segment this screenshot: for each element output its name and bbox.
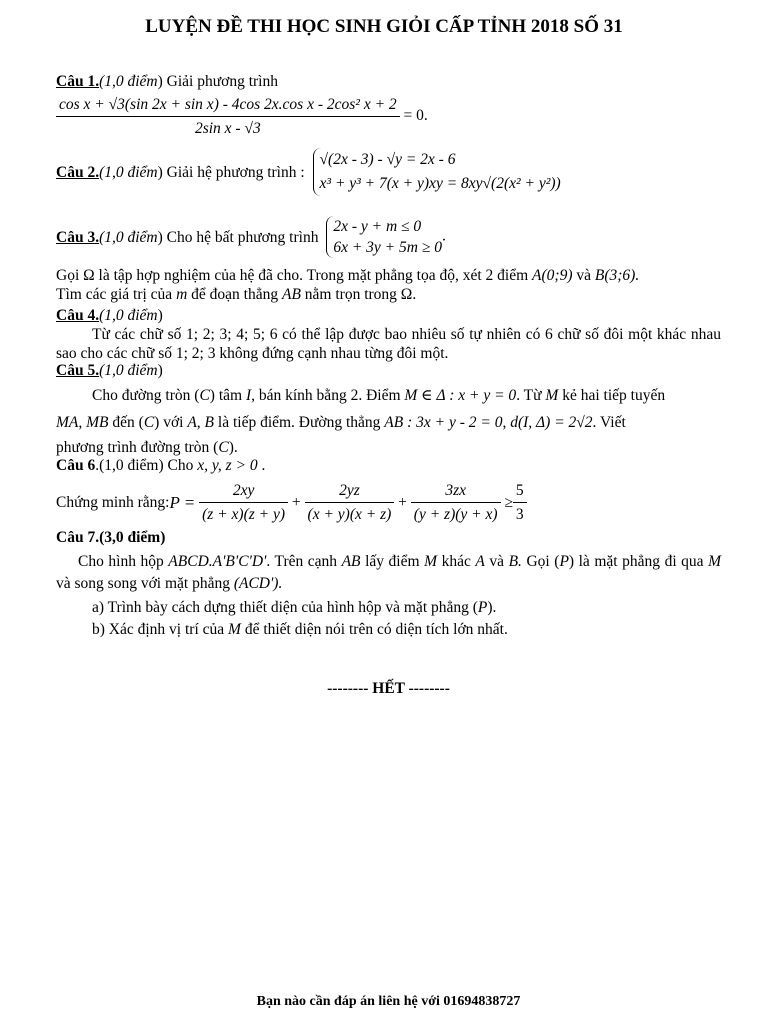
fraction-numerator: 3zx <box>445 482 466 499</box>
text: ). <box>487 599 497 616</box>
question-2: Câu 2.(1,0 điểm) Giải hệ phương trình : √(2x - 3) - √y = 2x - 6 x³ + y³ + 7(x + y)xy = 8xy√(2(x² + y²)) <box>56 148 721 196</box>
line-delta-equation: M ∈ Δ : x + y = 0 <box>404 387 517 404</box>
question-label: Câu 5. <box>56 362 100 379</box>
geq-sign: ≥ <box>504 494 513 511</box>
point-m: M <box>708 553 722 570</box>
equation-system <box>313 148 561 196</box>
system-equation-1: √(2x - 3) - √y = 2x - 6 <box>319 151 456 168</box>
question-label: Câu 1. <box>56 73 100 90</box>
fraction-numerator: 5 <box>515 482 524 499</box>
fraction-3 <box>411 481 501 524</box>
system-inequality-2: 6x + 3y + 5m ≥ 0 <box>333 239 442 256</box>
question-4: Câu 4.(1,0 điểm) Từ các chữ số 1; 2; 3; 4; 5; 6 có thể lập được bao nhiêu số tự nhiên có 6 chữ số đôi một khác nhau sao cho các chữ số 1; 2; 3 không đứng cạnh nhau từng đôi một. <box>56 307 721 362</box>
text: là tiếp điểm. Đường thẳng <box>217 414 381 431</box>
question-5-line-2 <box>56 413 721 432</box>
question-label: Câu 4. <box>56 307 100 324</box>
box-name: ABCD.A'B'C'D' <box>168 553 267 570</box>
equation-fraction <box>56 95 400 138</box>
segment-ab: AB <box>281 286 301 303</box>
tangent-points: A, B <box>187 414 215 431</box>
system-equation-2: x³ + y³ + 7(x + y)xy = 8xy√(2(x² + y²)) <box>319 175 561 192</box>
fraction-numerator: cos x + √3(sin 2x + sin x) - 4cos 2x.cos x - 2cos² x + 2 <box>59 96 397 113</box>
circle-c: C <box>218 439 229 456</box>
equation-1 <box>56 95 721 138</box>
question-points: (1,0 điểm <box>99 307 158 324</box>
edge-ab: AB <box>341 553 361 570</box>
variable-m: m <box>176 286 188 303</box>
prove-text: Chứng minh rằng: <box>56 494 170 511</box>
inequality-to-prove <box>56 481 721 524</box>
text: . <box>261 457 266 474</box>
text: . Từ <box>516 387 542 404</box>
distance-equation: d(I, Δ) = 2√2 <box>510 414 593 431</box>
question-5-line-1 <box>56 386 721 405</box>
fraction-denominator: (x + y)(x + z) <box>305 502 395 524</box>
text: và <box>489 553 505 570</box>
question-5-line-3 <box>56 438 721 457</box>
question-5: Câu 5.(1,0 điểm) Cho đường tròn (C) tâm I, bán kính bằng 2. Điểm M ∈ Δ : x + y = 0. Từ M kẻ hai tiếp tuyến MA, MB đến (C) với A, B là tiếp điểm. Đường thẳng AB : 3x + y - 2 = 0, d(I, Δ) = 2√2. Viết phương trình đường tròn (C). <box>56 361 721 457</box>
p-symbol: P = <box>169 493 196 512</box>
conjunction: và <box>576 267 591 284</box>
point-m: M <box>228 621 241 638</box>
paragraph-text: nằm trọn trong Ω. <box>304 286 417 303</box>
condition: x, y, z > 0 <box>197 457 258 474</box>
point-a: A <box>475 553 485 570</box>
text: để thiết diện nói trên có diện tích lớn nhất. <box>244 621 508 638</box>
question-7 <box>56 528 721 641</box>
center-i: I, <box>245 387 255 404</box>
circle-c: C <box>143 414 155 431</box>
question-3-body <box>56 266 721 304</box>
fraction-1 <box>199 481 288 524</box>
point-m: M <box>424 553 438 570</box>
text: Gọi ( <box>521 553 560 570</box>
line-ab-equation: AB : 3x + y - 2 = 0 <box>384 414 503 431</box>
point-m: M <box>545 387 559 404</box>
text: khác <box>441 553 471 570</box>
question-points: .(1,0 điểm) Cho <box>95 457 194 474</box>
text: . Viết <box>592 414 626 431</box>
question-points: (1,0 điểm <box>99 362 158 379</box>
question-text: Từ các chữ số 1; 2; 3; 4; 5; 6 có thể lập được bao nhiêu số tự nhiên có 6 chữ số đôi một khác nhau sao cho các chữ số 1; 2; 3 không đứng cạnh nhau từng đôi một. <box>56 326 721 362</box>
question-label: Câu 7.(3,0 điểm) <box>56 529 166 546</box>
plus-sign: + <box>291 494 301 511</box>
plane-p: P <box>559 553 569 570</box>
inequality-system <box>326 216 442 258</box>
text: b) Xác định vị trí của <box>92 621 225 638</box>
fraction-2 <box>305 481 395 524</box>
text: ) là mặt phẳng đi qua <box>568 553 704 570</box>
fraction-denominator: 3 <box>513 502 527 524</box>
fraction-numerator: 2yz <box>339 482 360 499</box>
text: ) với <box>154 414 184 431</box>
text: bán kính bằng 2. Điểm <box>258 387 401 404</box>
equation-rhs: = 0. <box>403 107 428 125</box>
fraction-rhs <box>513 481 527 524</box>
text: đến ( <box>112 414 144 431</box>
page-title: LUYỆN ĐỀ THI HỌC SINH GIỎI CẤP TỈNH 2018 SỐ 31 <box>145 16 623 37</box>
question-text: Cho hệ bất phương trình <box>166 228 319 246</box>
question-1: Câu 1.(1,0 điểm) Giải phương trình <box>56 73 278 90</box>
text: Cho đường tròn ( <box>92 387 200 404</box>
question-points: (1,0 điểm <box>99 73 158 90</box>
fraction-denominator: (y + z)(y + x) <box>411 502 501 524</box>
fraction-numerator: 2xy <box>232 482 255 499</box>
text: a) Trình bày cách dựng thiết diện của hình hộp và mặt phẳng ( <box>92 599 478 616</box>
question-7-part-a <box>56 597 721 619</box>
paragraph-text: Gọi Ω là tập hợp nghiệm của hệ đã cho. Trong mặt phẳng tọa độ, xét 2 điểm <box>56 267 529 284</box>
tangents: MA, MB <box>56 414 109 431</box>
point-b: B(3;6). <box>594 267 640 284</box>
question-points: (1,0 điểm <box>99 163 158 181</box>
question-label: Câu 6 <box>56 457 96 474</box>
end-marker: -------- HẾT -------- <box>327 680 450 697</box>
system-inequality-1: 2x - y + m ≤ 0 <box>333 218 422 235</box>
question-label: Câu 2. <box>56 163 100 181</box>
text: ) tâm <box>209 387 243 404</box>
text: , <box>502 414 507 431</box>
point-b: B. <box>508 553 522 570</box>
plane-acd: (ACD'). <box>233 575 283 592</box>
paragraph-text: Tìm các giá trị của <box>56 286 173 303</box>
text: và song song với mặt phẳng <box>56 575 230 592</box>
question-7-part-b <box>56 619 721 641</box>
question-text: Giải phương trình <box>166 73 278 90</box>
text: lấy điểm <box>365 553 420 570</box>
fraction-denominator: 2sin x - √3 <box>56 116 400 138</box>
question-label: Câu 3. <box>56 228 100 246</box>
fraction-denominator: (z + x)(z + y) <box>199 502 288 524</box>
question-points: (1,0 điểm <box>99 228 158 246</box>
plane-p: P <box>477 599 488 616</box>
plus-sign: + <box>398 494 407 511</box>
paragraph-text: để đoạn thẳng <box>191 286 279 303</box>
question-7-paragraph <box>56 551 721 595</box>
question-3: Câu 3.(1,0 điểm) Cho hệ bất phương trình 2x - y + m ≤ 0 6x + 3y + 5m ≥ 0 . <box>56 218 446 256</box>
circle-c: C <box>199 387 210 404</box>
question-6 <box>56 456 721 475</box>
question-text: Giải hệ phương trình : <box>166 163 305 181</box>
text: kẻ hai tiếp tuyến <box>562 387 666 404</box>
text: . Trên cạnh <box>266 553 338 570</box>
point-a: A(0;9) <box>532 267 573 284</box>
text: ). <box>228 439 238 456</box>
text: phương trình đường tròn ( <box>56 439 219 456</box>
text: Cho hình hộp <box>78 553 164 570</box>
footer-contact: Bạn nào cần đáp án liên hệ với 01694838727 <box>256 994 521 1009</box>
